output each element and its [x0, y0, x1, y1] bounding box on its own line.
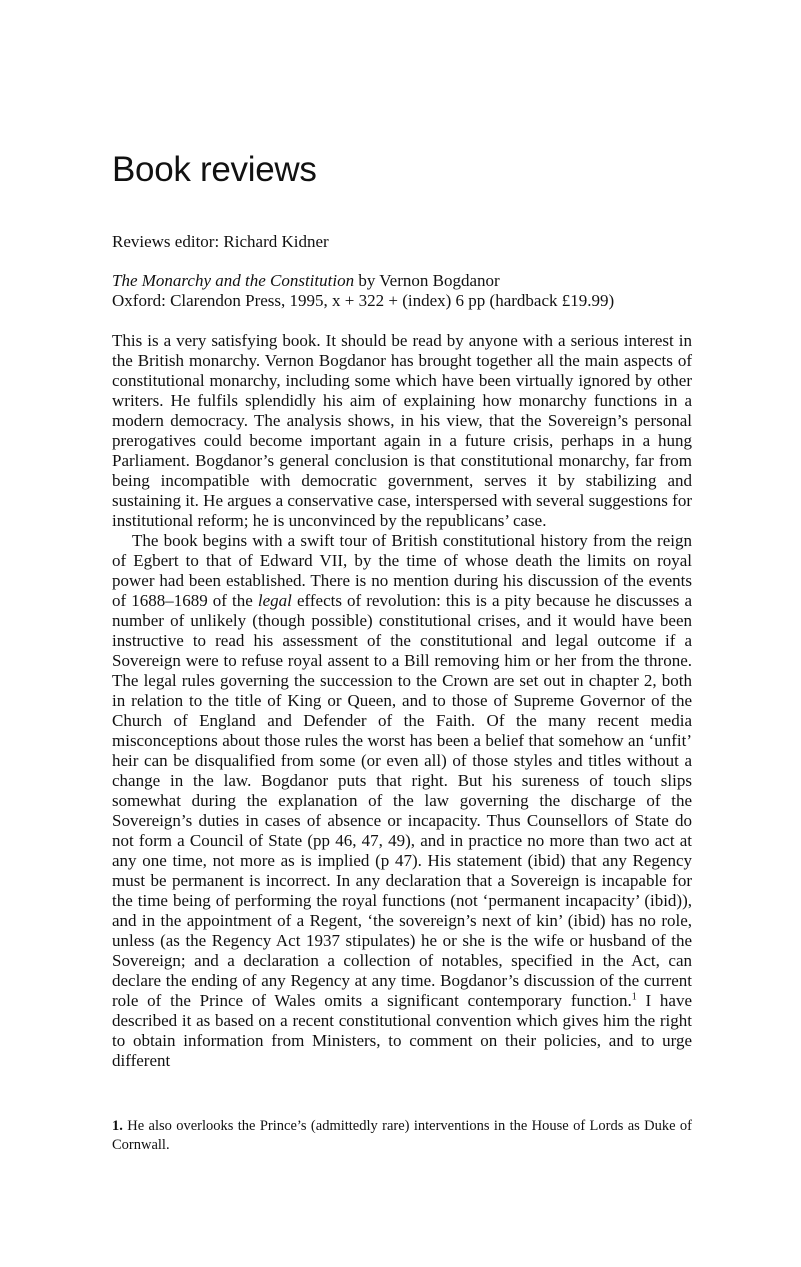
section-heading: Book reviews — [112, 150, 317, 189]
book-citation-title — [112, 271, 500, 291]
footnote — [112, 1117, 692, 1155]
footnote-text: He also overlooks the Prince’s (admittedly rare) interventions in the House of Lords as Duke of Cornwall. — [112, 1118, 692, 1153]
footnote-reference: 1 — [631, 991, 637, 1003]
review-paragraph: The book begins with a swift tour of British constitutional history from the reign of Egbert to that of Edward VII, by the time of whose death the limits on royal power had been established. There is no mention during his discussion of the events of 1688–1689 of the legal effects of revolution: this is a pity because he discusses a number of unlikely (though possible) constitutional crises, and it would have been instructive to read his assessment of the constitutional and legal outcome if a Sovereign were to refuse royal assent to a Bill removing him or her from the throne. The legal rules governing the succession to the Crown are set out in chapter 2, both in relation to the title of King or Queen, and to those of Supreme Governor of the Church of England and Defender of the Faith. Of the many recent media misconceptions about those rules the worst has been a belief that somehow an ‘unfit’ heir can be disqualified from some (or even all) of those styles and titles without a change in the law. Bogdanor puts that right. But his sureness of touch slips somewhat during the explanation of the law governing the discharge of the Sovereign’s duties in cases of absence or incapacity. Thus Counsellors of State do not form a Council of State (pp 46, 47, 49), and in practice no more than two act at any one time, not more as is implied (p 47). His statement (ibid) that any Regency must be permanent is incorrect. In any declaration that a Sovereign is incapable for the time being of performing the royal functions (not ‘permanent incapacity’ (ibid)), and in the appointment of a Regent, ‘the sovereign’s next of kin’ (ibid) has no role, unless (as the Regency Act 1937 stipulates) he or she is the wife or husband of the Sovereign; and a declaration a collection of notables, specified in the Act, can declare the ending of any Regency at any time. Bogdanor’s discussion of the current role of the Prince of Wales omits a significant contemporary function.$^1$ I have described it as based on a recent constitutional convention which gives him the right to obtain information from Ministers, to comment on their policies, and to urge different — [112, 531, 693, 1070]
book-publication-details: Oxford: Clarendon Press, 1995, x + 322 + (index) 6 pp (hardback £19.99) — [112, 291, 615, 310]
reviews-editor-line: Reviews editor: Richard Kidner — [112, 232, 329, 251]
review-paragraph: This is a very satisfying book. It should be read by anyone with a serious interest in the British monarchy. Vernon Bogdanor has brought together all the main aspects of constitutional monarchy, including some which have been virtually ignored by other writers. He fulfils splendidly his aim of explaining how monarchy functions in a modern democracy. The analysis shows, in his view, that the Sovereign’s personal prerogatives could become important again in a future crisis, perhaps in a hung Parliament. Bogdanor’s general conclusion is that constitutional monarchy, far from being incompatible with democratic government, serves it by stabilizing and sustaining it. He argues a conservative case, interspersed with several suggestions for institutional reform; he is unconvinced by the republicans’ case. — [112, 331, 692, 530]
emphasis: legal — [257, 591, 292, 610]
footnote-number: 1. — [112, 1118, 123, 1134]
book-author: by Vernon Bogdanor — [354, 271, 500, 290]
review-body — [112, 331, 692, 1071]
book-title: The Monarchy and the Constitution — [112, 271, 355, 290]
